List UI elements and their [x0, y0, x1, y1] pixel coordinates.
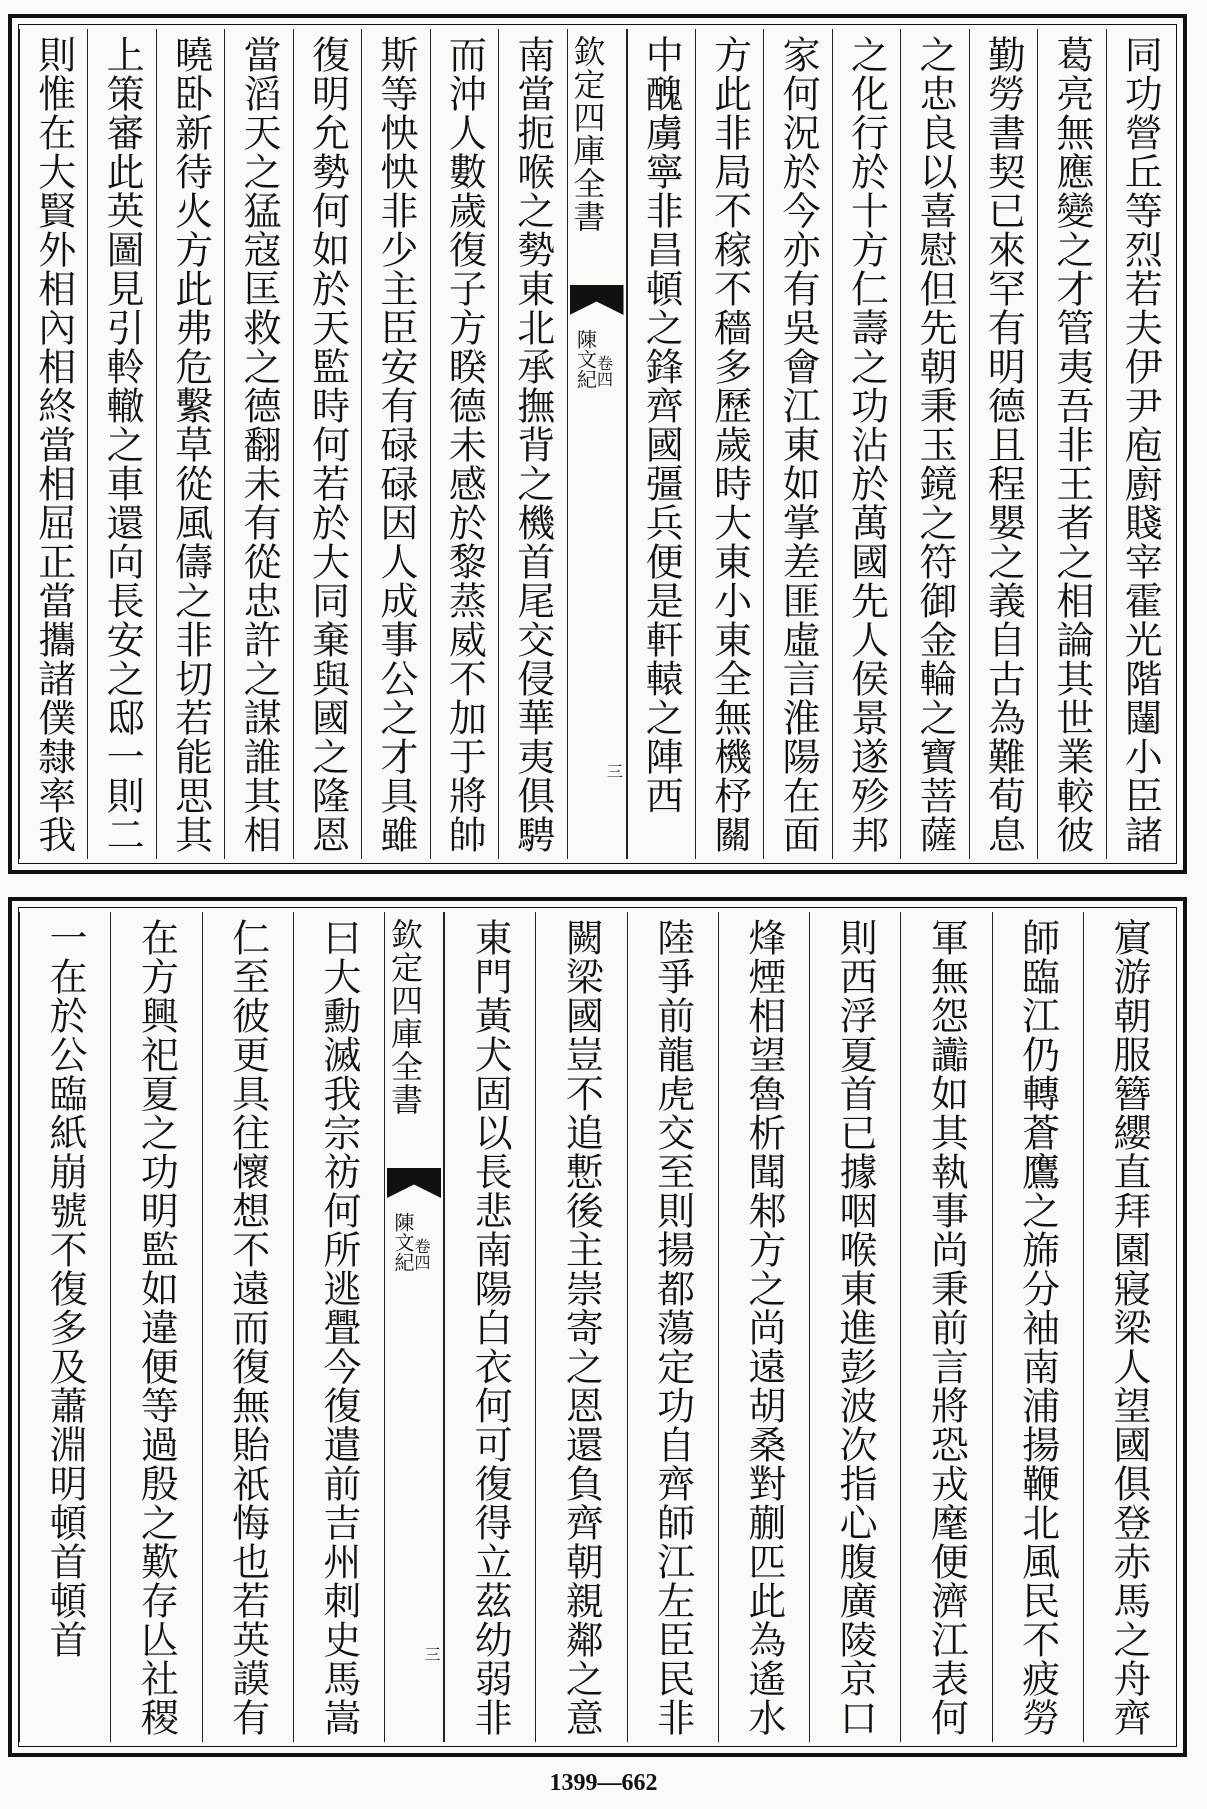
column-text: 葛亮無應變之才管夷吾非王者之相論其世業較彼	[1049, 35, 1094, 854]
column-text: 則惟在大賢外相內相終當相屈正當攜諸僕隸率我	[31, 35, 76, 854]
fishtail-mark	[387, 1168, 441, 1198]
column-text: 闕梁國豈不追慙後主崇寄之恩還負齊朝親鄰之意	[559, 918, 604, 1737]
column-text: 同功營丘等烈若夫伊尹庖廚賤宰霍光階闥小臣諸	[1118, 35, 1163, 854]
text-column	[444, 912, 535, 1742]
center-fold-column	[567, 29, 627, 859]
column-text: 烽煙相望魯析聞邾方之尚遠胡桑對蒯匹此為遙水	[741, 918, 786, 1737]
column-text: 方此非局不稼不穡多歷歲時大東小東全無機杼關	[707, 35, 752, 854]
column-text: 復明允勢何如於天監時何若於大同棄與國之隆恩	[305, 35, 350, 854]
text-column	[87, 29, 155, 859]
top-page-frame	[18, 24, 1177, 864]
column-text: 一在於公臨紙崩號不復多及蕭淵明頓首頓首	[43, 918, 88, 1659]
text-column	[1037, 29, 1105, 859]
text-column	[832, 29, 900, 859]
column-text: 陸爭前龍虎交至則揚都蕩定功自齊師江左臣民非	[650, 918, 695, 1737]
text-column	[809, 912, 900, 1742]
column-text: 而沖人數歲復子方睽德未感於黎蒸威不加于將帥	[442, 35, 487, 854]
column-text: 南當扼喉之勢東北承撫背之機首尾交侵華夷俱騁	[510, 35, 555, 854]
text-column	[900, 29, 968, 859]
column-text: 則西浮夏首已據咽喉東進彭波次指心腹廣陵京口	[833, 918, 878, 1737]
center-juan: 卷四	[594, 355, 614, 387]
text-column	[1083, 912, 1174, 1742]
text-column	[156, 29, 224, 859]
text-column	[992, 912, 1083, 1742]
text-column	[627, 29, 695, 859]
text-column	[969, 29, 1037, 859]
column-text: 勤勞書契已來罕有明德且程嬰之義自古為難荀息	[981, 35, 1026, 854]
center-leaf-number: 三	[604, 763, 624, 779]
text-column	[1106, 29, 1174, 859]
column-text: 賔游朝服簪纓直拜園寢梁人望國俱登赤馬之舟齊	[1106, 918, 1151, 1737]
column-text: 仁至彼更具往懷想不遠而復無貽祇悔也若英謨有	[225, 918, 270, 1737]
text-column	[718, 912, 809, 1742]
column-text: 軍無怨讟如其執事尚秉前言將恐戎麾便濟江表何	[924, 918, 969, 1737]
text-column	[293, 29, 361, 859]
text-column	[535, 912, 626, 1742]
page-number: 1399—662	[549, 1770, 658, 1796]
text-column	[110, 912, 201, 1742]
column-text: 之忠良以喜慰但先朝秉玉鏡之符御金輪之寶菩薩	[912, 35, 957, 854]
column-text: 家何況於今亦有吳會江東如掌差匪虛言淮陽在面	[776, 35, 821, 854]
text-column	[224, 29, 292, 859]
text-column	[763, 29, 831, 859]
column-text: 曰大勳滅我宗祊何所逃舋今復遣前吉州刺史馬嵩	[316, 918, 361, 1737]
column-text: 曉卧新待火方此弗危繫草從風儔之非切若能思其	[168, 35, 213, 854]
text-column	[627, 912, 718, 1742]
center-book-title: 陳文紀	[573, 329, 598, 389]
column-text: 師臨江仍轉蒼鷹之旆分袖南浦揚鞭北風民不疲勞	[1015, 918, 1060, 1737]
fishtail-mark	[570, 285, 624, 315]
text-column	[695, 29, 763, 859]
center-fold-column	[384, 912, 444, 1742]
center-title: 欽定四庫全書	[386, 918, 424, 1116]
text-column	[900, 912, 991, 1742]
bottom-page	[8, 897, 1187, 1757]
column-text: 之化行於十方仁壽之功沾於萬國先人侯景遂殄邦	[844, 35, 889, 854]
bottom-page-frame	[18, 907, 1177, 1747]
center-title: 欽定四庫全書	[568, 35, 607, 233]
text-column	[293, 912, 384, 1742]
column-text: 在方興祀夏之功明監如違便等過殷之歎存亾社稷	[134, 918, 179, 1737]
column-text: 當滔天之猛寇匡救之德翻未有從忠許之謀誰其相	[237, 35, 282, 854]
column-text: 上策審此英圖見引軨轍之車還向長安之邸一則二	[100, 35, 145, 854]
top-page	[8, 14, 1187, 874]
column-text: 中醜虜寧非昌頓之鋒齊國彊兵便是軒轅之陣西	[639, 35, 684, 815]
text-column	[19, 912, 110, 1742]
text-column	[202, 912, 293, 1742]
text-column	[498, 29, 566, 859]
text-column	[361, 29, 429, 859]
column-text: 斯等怏怏非少主臣安有碌碌因人成事公之才具雖	[373, 35, 418, 854]
text-column	[430, 29, 498, 859]
text-column	[19, 29, 87, 859]
center-book-title: 陳文紀	[391, 1212, 415, 1272]
center-leaf-number: 三	[422, 1646, 441, 1662]
center-juan: 卷四	[412, 1238, 431, 1270]
column-text: 東門黃犬固以長悲南陽白衣何可復得立茲幼弱非	[468, 918, 513, 1737]
